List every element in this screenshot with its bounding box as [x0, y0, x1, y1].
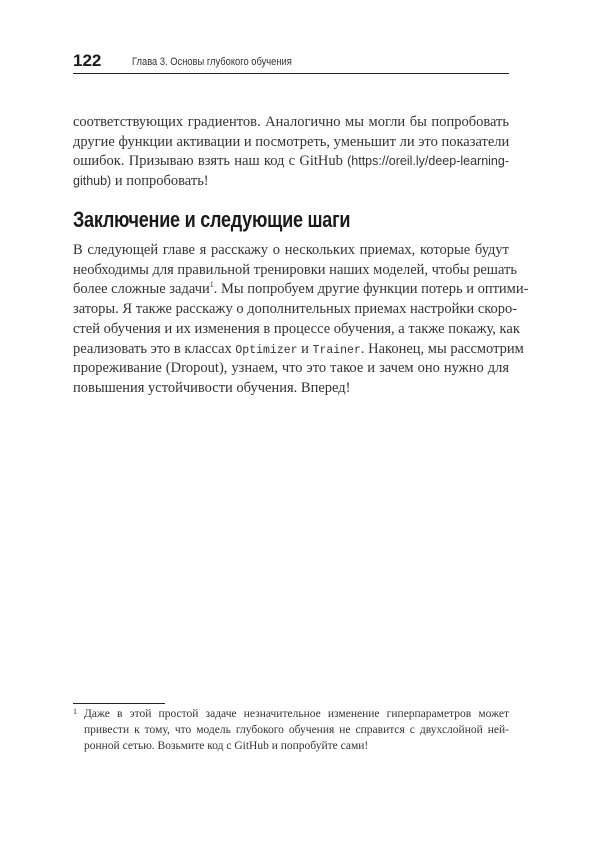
footnote-mark: 1 — [73, 707, 77, 716]
text-segment: более сложные задачи — [73, 281, 210, 298]
text-line — [73, 319, 520, 339]
text-segment: стей обучения и их изменения в процессе обучения, а также покажу, как — [73, 320, 520, 337]
footnote-line: ронной сетью. Возьмите код с GitHub и попробуйте сами! — [84, 740, 369, 752]
text-line — [73, 378, 509, 398]
footnote-rule — [73, 703, 165, 704]
url-link[interactable]: github) — [73, 174, 112, 189]
text-segment: прореживание (Dropout), узнаем, что это такое и зачем оно нужно для — [73, 360, 509, 377]
text-segment: повышения устойчивости обучения. Вперед! — [73, 379, 351, 396]
text-line — [73, 358, 509, 378]
text-segment: необходимы для правильной тренировки наших моделей, чтобы решать — [73, 261, 517, 278]
text-segment: соответствующих градиентов. Аналогично мы могли бы попробовать — [73, 114, 509, 130]
text-line — [73, 339, 524, 359]
url-link[interactable]: (https://oreil.ly/deep-learning- — [347, 154, 509, 169]
text-segment: и попробовать! — [111, 173, 209, 190]
text-line — [73, 279, 529, 299]
header-rule — [73, 73, 509, 74]
text-segment: и — [297, 340, 313, 357]
text-segment: В следующей главе я расскажу о нескольких приемах, которые будут — [73, 242, 509, 258]
footnote-reference[interactable]: 1 — [209, 280, 214, 290]
text-line — [73, 132, 509, 152]
code-text: Trainer — [312, 343, 361, 357]
text-segment: заторы. Я также расскажу о дополнительных приемах настройки скоро- — [73, 301, 518, 318]
text-segment: другие функции активации и посмотреть, уменьшит ли это показатели — [73, 133, 510, 150]
page-number: 122 — [73, 51, 102, 70]
text-line — [73, 171, 509, 191]
text-segment: . Наконец, мы рассмотрим — [360, 340, 524, 357]
footnote-line: привести к тому, что модель глубокого обучения не справится с двухслойной ней- — [84, 724, 509, 736]
text-segment: ошибок. Призываю взять наш код с GitHub — [73, 153, 348, 170]
text-line — [73, 299, 518, 319]
section-heading: Заключение и следующие шаги — [73, 207, 351, 232]
text-segment: . Мы попробуем другие функции потерь и оптими- — [213, 281, 529, 298]
text-line — [73, 112, 509, 132]
text-line — [73, 151, 509, 171]
running-header-chapter-title: Глава 3. Основы глубокого обучения — [132, 56, 292, 68]
footnote-line: Даже в этой простой задаче незначительное изменение гиперпараметров может — [84, 708, 509, 720]
text-line — [73, 260, 517, 280]
text-line — [73, 240, 509, 260]
text-segment: реализовать это в классах — [73, 340, 236, 357]
code-text: Optimizer — [235, 343, 298, 357]
